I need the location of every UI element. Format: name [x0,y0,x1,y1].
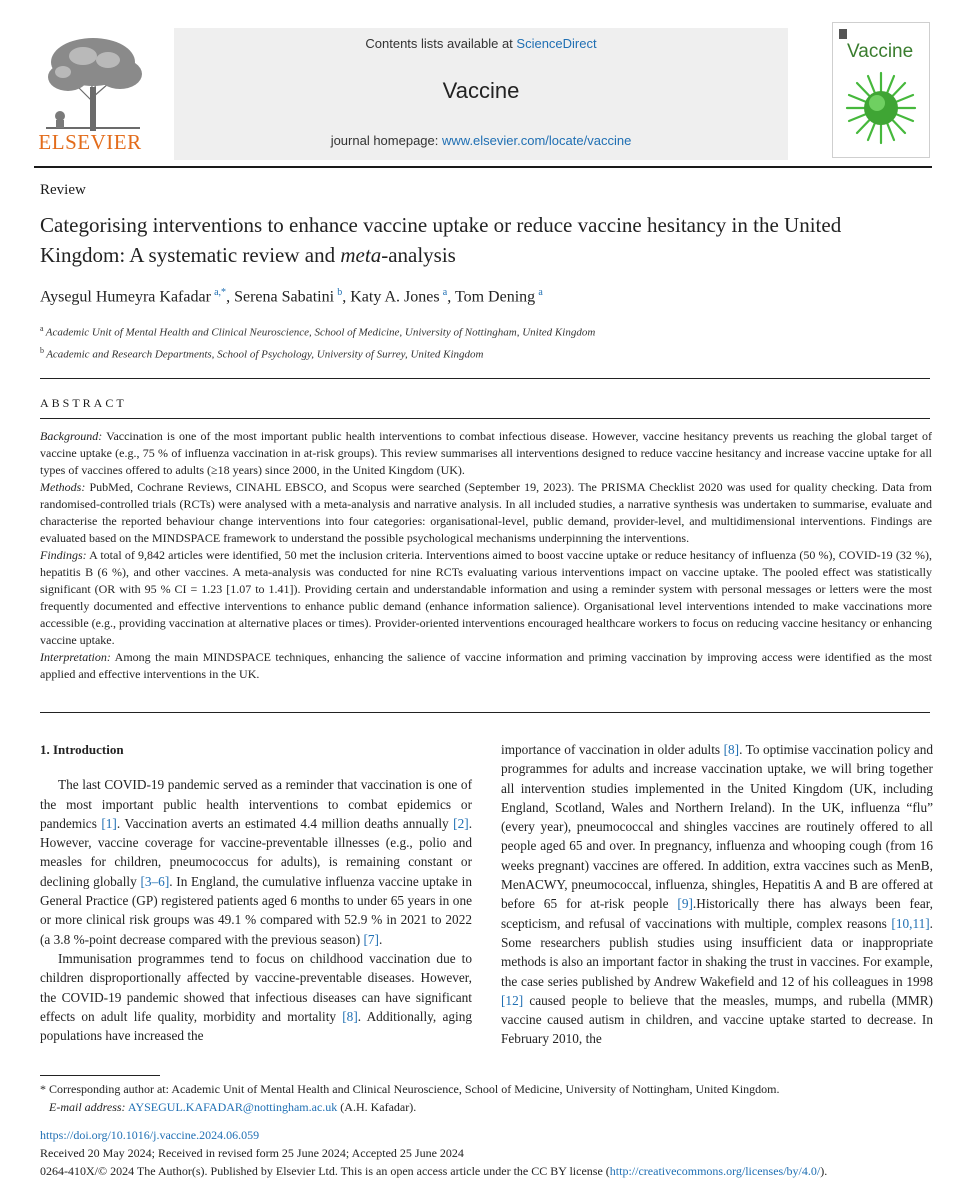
author-affil-sup[interactable]: b [337,287,343,298]
title-part: Categorising interventions to enhance vaccine uptake or reduce vaccine hesitancy in the United Kingdom: A systematic review and [40,213,842,267]
homepage-prefix: journal homepage: [330,133,442,148]
reference-citation-link[interactable]: [10,11] [891,915,930,931]
abstract-text: PubMed, Cochrane Reviews, CINAHL EBSCO, and Scopus were searched (September 19, 2023). The PRISMA Checklist 2020 was used for quality checking. Data from randomised-controlled trials (RCTs) were analysed with a meta-analysis and narrative analysis. In all included studies, a narrative synthesis was undertaken to summarise, evaluate and characterise the reported behaviour change interventions into four categories: organisational-level, public demand, provider-level, and multidimensional interventions. Findings are evaluated based on the MINDSPACE framework to understand the possible psychological mechanisms underpinning the interventions. [40,480,932,545]
paragraph-text: . To optimise vaccination policy and programmes for adults and increase vaccination uptake, we will bring together all intervention studies implemented in the United Kingdom (UK, including England, Scotland, Wales and Northern Ireland). In the UK, influenza “flu” (every year), pneumococcal and shingles vaccines are routinely offered to all people aged 65 and over. In pregnancy, influenza and whooping cough (from 16 weeks pregnant) vaccines are offered. In addition, extra vaccines such as MenB, MenACWY, pneumococcal, influenza, shingles, Hepatitis A and B are offered at before 65 for at-risk people [501,742,933,912]
paragraph-text: . Additionally, aging populations have increased the [40,1008,472,1044]
dates-line: Received 20 May 2024; Received in revised form 25 June 2024; Accepted 25 June 2024 [40,1146,464,1160]
abstract-bottom-divider [40,712,930,713]
reference-citation-link[interactable]: [2] [453,815,469,831]
paragraph-text: . Some researchers publish studies using insufficient data or inappropriate methods is also an important factor in shaking the trust in vaccines. For example, the case series published by Andrew Wakefield and 12 of his colleagues in 1998 [501,915,933,989]
paragraph [40,949,472,1045]
paragraph-text: importance of vaccination in older adults [501,742,724,757]
author-name[interactable]: Katy A. Jones [350,288,440,306]
paragraph-text: . [378,931,383,947]
footnote-divider [40,1075,160,1076]
paragraph [40,775,472,949]
paragraph-text: . However, vaccine coverage for vaccine-preventable illnesses (e.g., polio and measles for children, pneumococcus for adults), is remaining constant or declining globally [40,815,473,889]
reference-citation-link[interactable]: [3–6] [140,873,170,889]
title-italic: meta [340,243,382,267]
homepage-line [174,133,788,148]
author-affil-sup[interactable]: a,* [214,287,227,298]
journal-header [34,22,930,160]
email-link[interactable]: AYSEGUL.KAFADAR@nottingham.ac.uk [127,1100,338,1114]
license-prefix: 0264-410X/© 2024 The Author(s). Published by Elsevier Ltd. This is an open access article under the CC BY license ( [40,1164,610,1178]
reference-citation-link[interactable]: [8] [342,1008,358,1024]
abstract-label: Findings: [40,548,87,562]
body-left-column [40,740,472,1045]
cover-title: Vaccine [847,41,914,62]
license-line [40,1162,940,1180]
abstract-label: Methods: [40,480,86,494]
contents-line [174,36,788,51]
abstract-text: Vaccination is one of the most important public health interventions to combat infectious disease. However, vaccine hesitancy prevents us reaching the global target of vaccine uptake (e.g., 75 % of influenza vaccination in at-risk groups). This review summarises all interventions designed to reduce vaccine hesitancy and increase vaccine uptake for all types of vaccines offered to adults (≥18 years) since 2000, in the United Kingdom (UK). [40,429,932,477]
sciencedirect-link[interactable]: ScienceDirect [516,36,597,51]
abstract-heading-divider [40,418,930,419]
email-label: E-mail address: [49,1100,126,1114]
affiliation-sup: a [40,324,44,333]
license-suffix: ). [820,1164,828,1178]
license-link[interactable]: http://creativecommons.org/licenses/by/4.0/ [609,1164,821,1178]
author-list: Aysegul Humeyra Kafadar $^{a,*}$, Serena Sabatini $^b$, Katy A. Jones $^a$, Tom Dening $^a$ [40,287,543,306]
section-heading: 1. Introduction [40,742,124,757]
paragraph-text: Immunisation programmes tend to focus on childhood vaccination due to children disproportionally affected by vaccine-preventable diseases. However, the COVID-19 pandemic showed that infectious diseases can have significant effects on adult life quality, morbidity and mortality [40,950,472,1024]
affiliation-text: Academic Unit of Mental Health and Clinical Neuroscience, School of Medicine, University of Nottingham, United Kingdom [45,326,596,339]
doi-link[interactable]: https://doi.org/10.1016/j.vaccine.2024.06.059 [40,1128,260,1142]
email-line [40,1098,930,1116]
abstract-body [40,428,932,683]
contents-prefix: Contents lists available at [365,36,517,51]
affiliation-item [40,320,595,342]
abstract-findings [40,547,932,649]
reference-citation-link[interactable]: [1] [101,815,117,831]
author-affil-sup[interactable]: a [538,287,543,298]
abstract-heading: ABSTRACT [40,396,127,410]
body-right-column [501,740,933,1049]
affiliation-text: Academic and Research Departments, School of Psychology, University of Surrey, United Kingdom [46,348,484,361]
publication-info [40,1126,940,1180]
elsevier-wordmark: ELSEVIER [38,130,142,154]
author-affil-sup[interactable]: a [442,287,448,298]
affiliation-sup: b [40,345,44,355]
paragraph-text: . In England, the cumulative influenza vaccine uptake in General Practice (GP) registered patients aged 6 months to under 65 years in one or more clinical risk groups was 49.1 % compared with 52.9 % in 2021 to 2022 (a 3.8 %-point decrease compared with the previous season) [40,873,472,947]
affiliation-item [40,342,595,364]
paragraph-text: . Vaccination averts an estimated 4.4 million deaths annually [116,815,454,831]
abstract-text: Among the main MINDSPACE techniques, enhancing the salience of vaccine information and priming vaccination by improving access were identified as the most applied and effective interventions in the UK. [40,650,932,681]
reference-citation-link[interactable]: [7] [363,931,379,947]
reference-citation-link[interactable]: [9] [677,896,693,912]
abstract-background [40,428,932,479]
corresponding-author-note: * Corresponding author at: Academic Unit of Mental Health and Clinical Neuroscience, School of Medicine, University of Nottingham, United Kingdom. [40,1082,780,1096]
paragraph-text: .Historically there has always been fear, scepticism, and refusal of vaccinations with multiple, complex reasons [501,896,933,931]
journal-homepage-link[interactable]: www.elsevier.com/locate/vaccine [442,133,632,148]
journal-cover[interactable] [832,22,930,158]
affiliations [40,320,595,363]
corresponding-footnote [40,1080,930,1116]
author-name[interactable]: Aysegul Humeyra Kafadar [40,288,211,306]
email-suffix: (A.H. Kafadar). [337,1100,417,1114]
abstract-methods [40,479,932,547]
journal-cover-virus-image-icon [833,23,929,157]
author-name[interactable]: Tom Dening [454,288,536,306]
journal-name: Vaccine [442,78,520,103]
paragraph-text: The last COVID-19 pandemic served as a reminder that vaccination is one of the most important public health interventions to combat epidemics or pandemics [40,777,472,831]
abstract-label: Background: [40,429,103,443]
journal-banner [174,28,788,160]
abstract-interpretation [40,649,932,683]
article-title [40,210,920,270]
article-type: Review [40,182,86,198]
title-suffix: -analysis [381,243,456,267]
header-divider [34,166,932,168]
abstract-text: A total of 9,842 articles were identified, 50 met the inclusion criteria. Interventions aimed to boost vaccine uptake or reduce hesitancy of influenza (50 %), COVID-19 (32 %), hepatitis B (6 %), and other vaccines. A meta-analysis was conducted for nine RCTs evaluating various interventions impact on vaccine uptake. The pooled effect was statistically significant (OR with 95 % CI = 1.23 [1.07 to 1.41]). Providing certain and understandable information and using a reminder system with personal messages or letters were the most frequently documented and effective interventions to enhance public demand (enhance information salience). Organisational level interventions intended to make vaccinations more accessible (e.g., providing vaccination at alternative places or times). Provider-oriented interventions encouraged healthcare workers to focus on reducing vaccine hesitancy or enhancing vaccine uptake. [40,548,932,647]
abstract-top-divider [40,378,930,379]
reference-citation-link[interactable]: [12] [501,992,524,1008]
author-name[interactable]: Serena Sabatini [234,288,335,306]
abstract-label: Interpretation: [40,650,111,664]
paragraph-text: caused people to believe that the measles, mumps, and rubella (MMR) vaccine caused autism in children, and vaccine uptake started to decrease. In February 2010, the [501,992,933,1047]
paragraph [501,740,933,1049]
reference-citation-link[interactable]: [8] [723,742,740,757]
